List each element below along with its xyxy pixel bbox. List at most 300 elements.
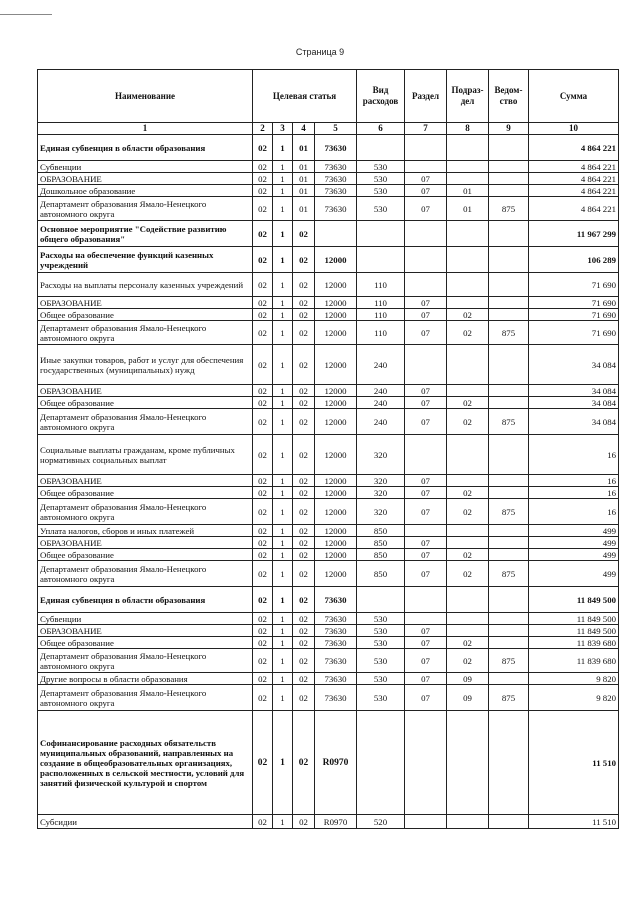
row-name-cell: Общее образование bbox=[38, 549, 253, 561]
row-name-cell: Единая субвенция в области образования bbox=[38, 135, 253, 161]
row-razdel-cell: 07 bbox=[405, 475, 447, 487]
row-event-cell: 02 bbox=[293, 673, 315, 685]
row-name-cell: Департамент образования Ямало-Ненецкого автономного округа bbox=[38, 561, 253, 587]
table-row bbox=[38, 637, 619, 649]
row-subprogram-cell: 1 bbox=[273, 475, 293, 487]
row-vid-cell: 530 bbox=[357, 613, 405, 625]
row-vid-cell: 850 bbox=[357, 549, 405, 561]
row-subprogram-cell: 1 bbox=[273, 247, 293, 273]
row-sum-cell: 71 690 bbox=[529, 309, 619, 321]
row-name-cell: ОБРАЗОВАНИЕ bbox=[38, 625, 253, 637]
row-direction-cell bbox=[315, 221, 357, 247]
row-vedomstvo-cell bbox=[489, 397, 529, 409]
row-event-cell: 01 bbox=[293, 135, 315, 161]
row-sum-cell: 11 849 500 bbox=[529, 587, 619, 613]
row-razdel-cell: 07 bbox=[405, 173, 447, 185]
header-razdel: Раздел bbox=[405, 70, 447, 123]
row-podrazdel-cell bbox=[447, 345, 489, 385]
row-direction-cell: 73630 bbox=[315, 613, 357, 625]
row-name-cell: Общее образование bbox=[38, 637, 253, 649]
row-vedomstvo-cell bbox=[489, 549, 529, 561]
row-vedomstvo-cell bbox=[489, 185, 529, 197]
row-name-cell: Департамент образования Ямало-Ненецкого автономного округа bbox=[38, 321, 253, 345]
row-vedomstvo-cell bbox=[489, 525, 529, 537]
row-subprogram-cell: 1 bbox=[273, 815, 293, 829]
table-row bbox=[38, 475, 619, 487]
row-subprogram-cell: 1 bbox=[273, 221, 293, 247]
row-sum-cell: 4 864 221 bbox=[529, 135, 619, 161]
row-vedomstvo-cell bbox=[489, 815, 529, 829]
row-podrazdel-cell bbox=[447, 435, 489, 475]
row-name-cell: Общее образование bbox=[38, 309, 253, 321]
table-row bbox=[38, 649, 619, 673]
row-vid-cell: 320 bbox=[357, 475, 405, 487]
column-number: 7 bbox=[405, 123, 447, 135]
row-vedomstvo-cell bbox=[489, 487, 529, 499]
row-vid-cell: 530 bbox=[357, 673, 405, 685]
row-podrazdel-cell: 09 bbox=[447, 673, 489, 685]
row-event-cell: 02 bbox=[293, 435, 315, 475]
row-subprogram-cell: 1 bbox=[273, 673, 293, 685]
row-vedomstvo-cell bbox=[489, 173, 529, 185]
row-vedomstvo-cell bbox=[489, 345, 529, 385]
row-vedomstvo-cell bbox=[489, 161, 529, 173]
row-vedomstvo-cell bbox=[489, 385, 529, 397]
column-number: 1 bbox=[38, 123, 253, 135]
row-subprogram-cell: 1 bbox=[273, 561, 293, 587]
row-direction-cell: 73630 bbox=[315, 625, 357, 637]
row-razdel-cell: 07 bbox=[405, 185, 447, 197]
row-event-cell: 02 bbox=[293, 247, 315, 273]
row-program-cell: 02 bbox=[253, 409, 273, 435]
row-event-cell: 01 bbox=[293, 161, 315, 173]
row-razdel-cell bbox=[405, 273, 447, 297]
table-row bbox=[38, 273, 619, 297]
row-vid-cell: 240 bbox=[357, 397, 405, 409]
row-event-cell: 02 bbox=[293, 321, 315, 345]
row-podrazdel-cell: 09 bbox=[447, 685, 489, 711]
row-name-cell: Софинансирование расходных обязательств муниципальных образований, направленных на создание в общеобразовательных организациях, расположенных в сельской местности, условий для занятий физической культурой и спортом bbox=[38, 711, 253, 815]
row-razdel-cell bbox=[405, 435, 447, 475]
row-podrazdel-cell: 02 bbox=[447, 409, 489, 435]
row-name-cell: Общее образование bbox=[38, 397, 253, 409]
row-event-cell: 02 bbox=[293, 587, 315, 613]
row-direction-cell: 12000 bbox=[315, 487, 357, 499]
row-program-cell: 02 bbox=[253, 499, 273, 525]
header-target: Целевая статья bbox=[253, 70, 357, 123]
row-subprogram-cell: 1 bbox=[273, 587, 293, 613]
row-name-cell: Субвенции bbox=[38, 161, 253, 173]
row-vid-cell: 520 bbox=[357, 815, 405, 829]
row-razdel-cell: 07 bbox=[405, 625, 447, 637]
row-direction-cell: 12000 bbox=[315, 397, 357, 409]
row-direction-cell: 73630 bbox=[315, 161, 357, 173]
row-subprogram-cell: 1 bbox=[273, 625, 293, 637]
row-vedomstvo-cell: 875 bbox=[489, 685, 529, 711]
row-sum-cell: 9 820 bbox=[529, 685, 619, 711]
row-razdel-cell: 07 bbox=[405, 499, 447, 525]
row-event-cell: 02 bbox=[293, 345, 315, 385]
row-event-cell: 02 bbox=[293, 625, 315, 637]
row-podrazdel-cell bbox=[447, 625, 489, 637]
row-event-cell: 02 bbox=[293, 561, 315, 587]
row-subprogram-cell: 1 bbox=[273, 685, 293, 711]
row-program-cell: 02 bbox=[253, 637, 273, 649]
table-row bbox=[38, 549, 619, 561]
row-razdel-cell: 07 bbox=[405, 197, 447, 221]
row-vid-cell: 530 bbox=[357, 197, 405, 221]
row-sum-cell: 11 849 500 bbox=[529, 613, 619, 625]
table-row bbox=[38, 537, 619, 549]
row-direction-cell: 12000 bbox=[315, 525, 357, 537]
row-direction-cell: 12000 bbox=[315, 385, 357, 397]
row-event-cell: 01 bbox=[293, 185, 315, 197]
row-program-cell: 02 bbox=[253, 297, 273, 309]
row-razdel-cell: 07 bbox=[405, 537, 447, 549]
row-subprogram-cell: 1 bbox=[273, 499, 293, 525]
row-podrazdel-cell: 02 bbox=[447, 499, 489, 525]
row-event-cell: 02 bbox=[293, 297, 315, 309]
row-direction-cell: 73630 bbox=[315, 185, 357, 197]
row-vedomstvo-cell bbox=[489, 475, 529, 487]
row-subprogram-cell: 1 bbox=[273, 197, 293, 221]
row-vid-cell bbox=[357, 247, 405, 273]
row-sum-cell: 16 bbox=[529, 487, 619, 499]
row-event-cell: 02 bbox=[293, 397, 315, 409]
budget-table bbox=[37, 69, 619, 829]
row-vid-cell: 320 bbox=[357, 499, 405, 525]
row-vedomstvo-cell bbox=[489, 613, 529, 625]
row-event-cell: 02 bbox=[293, 273, 315, 297]
column-number-row bbox=[38, 123, 619, 135]
table-row bbox=[38, 613, 619, 625]
row-vedomstvo-cell bbox=[489, 711, 529, 815]
row-direction-cell: 12000 bbox=[315, 409, 357, 435]
row-name-cell: Уплата налогов, сборов и иных платежей bbox=[38, 525, 253, 537]
row-name-cell: ОБРАЗОВАНИЕ bbox=[38, 297, 253, 309]
row-vedomstvo-cell bbox=[489, 625, 529, 637]
row-event-cell: 01 bbox=[293, 173, 315, 185]
row-event-cell: 02 bbox=[293, 487, 315, 499]
row-podrazdel-cell: 02 bbox=[447, 561, 489, 587]
row-razdel-cell bbox=[405, 247, 447, 273]
row-vid-cell: 530 bbox=[357, 173, 405, 185]
row-razdel-cell: 07 bbox=[405, 637, 447, 649]
row-name-cell: Дошкольное образование bbox=[38, 185, 253, 197]
row-vid-cell bbox=[357, 711, 405, 815]
row-vid-cell: 530 bbox=[357, 185, 405, 197]
table-row bbox=[38, 435, 619, 475]
table-row bbox=[38, 173, 619, 185]
table-row bbox=[38, 221, 619, 247]
column-number: 6 bbox=[357, 123, 405, 135]
column-number: 10 bbox=[529, 123, 619, 135]
row-direction-cell: 12000 bbox=[315, 499, 357, 525]
row-vid-cell bbox=[357, 221, 405, 247]
row-podrazdel-cell bbox=[447, 385, 489, 397]
row-name-cell: Расходы на выплаты персоналу казенных учреждений bbox=[38, 273, 253, 297]
row-razdel-cell bbox=[405, 135, 447, 161]
row-program-cell: 02 bbox=[253, 197, 273, 221]
row-vedomstvo-cell: 875 bbox=[489, 499, 529, 525]
header-name: Наименование bbox=[38, 70, 253, 123]
row-razdel-cell bbox=[405, 815, 447, 829]
row-program-cell: 02 bbox=[253, 273, 273, 297]
row-razdel-cell: 07 bbox=[405, 397, 447, 409]
row-program-cell: 02 bbox=[253, 525, 273, 537]
row-podrazdel-cell: 01 bbox=[447, 185, 489, 197]
column-number: 4 bbox=[293, 123, 315, 135]
row-podrazdel-cell bbox=[447, 525, 489, 537]
column-number: 3 bbox=[273, 123, 293, 135]
row-razdel-cell bbox=[405, 525, 447, 537]
row-direction-cell: 73630 bbox=[315, 197, 357, 221]
row-sum-cell: 9 820 bbox=[529, 673, 619, 685]
row-program-cell: 02 bbox=[253, 549, 273, 561]
row-razdel-cell: 07 bbox=[405, 673, 447, 685]
row-podrazdel-cell bbox=[447, 613, 489, 625]
header-vid: Вид расходов bbox=[357, 70, 405, 123]
column-number: 8 bbox=[447, 123, 489, 135]
row-direction-cell: 73630 bbox=[315, 135, 357, 161]
row-razdel-cell: 07 bbox=[405, 297, 447, 309]
row-direction-cell: 12000 bbox=[315, 247, 357, 273]
table-row bbox=[38, 197, 619, 221]
row-direction-cell: 12000 bbox=[315, 321, 357, 345]
row-vid-cell: 110 bbox=[357, 297, 405, 309]
row-direction-cell: 73630 bbox=[315, 173, 357, 185]
row-vedomstvo-cell: 875 bbox=[489, 321, 529, 345]
row-vedomstvo-cell: 875 bbox=[489, 197, 529, 221]
row-vid-cell: 530 bbox=[357, 649, 405, 673]
row-vid-cell: 110 bbox=[357, 321, 405, 345]
row-program-cell: 02 bbox=[253, 309, 273, 321]
row-subprogram-cell: 1 bbox=[273, 525, 293, 537]
row-sum-cell: 71 690 bbox=[529, 321, 619, 345]
table-row bbox=[38, 397, 619, 409]
row-subprogram-cell: 1 bbox=[273, 297, 293, 309]
row-direction-cell: 12000 bbox=[315, 537, 357, 549]
row-subprogram-cell: 1 bbox=[273, 185, 293, 197]
row-name-cell: Департамент образования Ямало-Ненецкого автономного округа bbox=[38, 649, 253, 673]
row-direction-cell: 12000 bbox=[315, 345, 357, 385]
top-rule bbox=[0, 14, 52, 15]
table-row bbox=[38, 135, 619, 161]
row-razdel-cell: 07 bbox=[405, 561, 447, 587]
row-direction-cell: 73630 bbox=[315, 587, 357, 613]
row-sum-cell: 11 510 bbox=[529, 711, 619, 815]
row-direction-cell: 73630 bbox=[315, 673, 357, 685]
row-program-cell: 02 bbox=[253, 711, 273, 815]
column-number: 2 bbox=[253, 123, 273, 135]
row-direction-cell: 12000 bbox=[315, 297, 357, 309]
row-event-cell: 02 bbox=[293, 685, 315, 711]
row-subprogram-cell: 1 bbox=[273, 537, 293, 549]
row-podrazdel-cell bbox=[447, 247, 489, 273]
header-vedomstvo: Ведом-ство bbox=[489, 70, 529, 123]
row-event-cell: 02 bbox=[293, 711, 315, 815]
row-program-cell: 02 bbox=[253, 221, 273, 247]
row-subprogram-cell: 1 bbox=[273, 435, 293, 475]
row-sum-cell: 11 839 680 bbox=[529, 637, 619, 649]
table-row bbox=[38, 185, 619, 197]
row-name-cell: Основное мероприятие "Содействие развитию общего образования" bbox=[38, 221, 253, 247]
row-vid-cell: 530 bbox=[357, 625, 405, 637]
row-subprogram-cell: 1 bbox=[273, 549, 293, 561]
row-razdel-cell bbox=[405, 221, 447, 247]
table-row bbox=[38, 499, 619, 525]
row-subprogram-cell: 1 bbox=[273, 409, 293, 435]
row-name-cell: Субвенции bbox=[38, 613, 253, 625]
row-vid-cell: 850 bbox=[357, 537, 405, 549]
row-subprogram-cell: 1 bbox=[273, 273, 293, 297]
row-vedomstvo-cell bbox=[489, 309, 529, 321]
row-vid-cell: 240 bbox=[357, 345, 405, 385]
row-sum-cell: 499 bbox=[529, 549, 619, 561]
row-sum-cell: 16 bbox=[529, 499, 619, 525]
row-program-cell: 02 bbox=[253, 475, 273, 487]
table-row bbox=[38, 385, 619, 397]
row-program-cell: 02 bbox=[253, 815, 273, 829]
row-event-cell: 02 bbox=[293, 309, 315, 321]
row-vid-cell: 530 bbox=[357, 685, 405, 711]
row-razdel-cell bbox=[405, 161, 447, 173]
row-event-cell: 02 bbox=[293, 499, 315, 525]
row-name-cell: Социальные выплаты гражданам, кроме публичных нормативных социальных выплат bbox=[38, 435, 253, 475]
row-sum-cell: 11 849 500 bbox=[529, 625, 619, 637]
row-sum-cell: 11 510 bbox=[529, 815, 619, 829]
row-razdel-cell: 07 bbox=[405, 385, 447, 397]
row-podrazdel-cell bbox=[447, 475, 489, 487]
row-vid-cell: 530 bbox=[357, 161, 405, 173]
row-sum-cell: 4 864 221 bbox=[529, 185, 619, 197]
row-event-cell: 02 bbox=[293, 221, 315, 247]
row-direction-cell: 12000 bbox=[315, 309, 357, 321]
row-subprogram-cell: 1 bbox=[273, 487, 293, 499]
row-vedomstvo-cell bbox=[489, 435, 529, 475]
table-row bbox=[38, 409, 619, 435]
row-subprogram-cell: 1 bbox=[273, 309, 293, 321]
row-name-cell: Департамент образования Ямало-Ненецкого автономного округа bbox=[38, 499, 253, 525]
table-row bbox=[38, 309, 619, 321]
row-program-cell: 02 bbox=[253, 613, 273, 625]
row-subprogram-cell: 1 bbox=[273, 397, 293, 409]
row-vedomstvo-cell bbox=[489, 637, 529, 649]
row-podrazdel-cell bbox=[447, 537, 489, 549]
row-vedomstvo-cell: 875 bbox=[489, 409, 529, 435]
row-razdel-cell: 07 bbox=[405, 549, 447, 561]
table-row bbox=[38, 247, 619, 273]
row-razdel-cell: 07 bbox=[405, 649, 447, 673]
row-direction-cell: R0970 bbox=[315, 815, 357, 829]
row-name-cell: Департамент образования Ямало-Ненецкого автономного округа bbox=[38, 197, 253, 221]
row-podrazdel-cell bbox=[447, 221, 489, 247]
row-vedomstvo-cell: 875 bbox=[489, 649, 529, 673]
table-row bbox=[38, 345, 619, 385]
row-vedomstvo-cell: 875 bbox=[489, 561, 529, 587]
row-name-cell: Субсидии bbox=[38, 815, 253, 829]
row-event-cell: 02 bbox=[293, 815, 315, 829]
row-program-cell: 02 bbox=[253, 385, 273, 397]
row-event-cell: 02 bbox=[293, 549, 315, 561]
row-vedomstvo-cell bbox=[489, 221, 529, 247]
row-subprogram-cell: 1 bbox=[273, 385, 293, 397]
row-vedomstvo-cell bbox=[489, 247, 529, 273]
table-row bbox=[38, 673, 619, 685]
row-podrazdel-cell: 02 bbox=[447, 309, 489, 321]
row-podrazdel-cell: 01 bbox=[447, 197, 489, 221]
row-podrazdel-cell: 02 bbox=[447, 321, 489, 345]
row-program-cell: 02 bbox=[253, 247, 273, 273]
row-podrazdel-cell: 02 bbox=[447, 397, 489, 409]
column-number: 9 bbox=[489, 123, 529, 135]
row-name-cell: Единая субвенция в области образования bbox=[38, 587, 253, 613]
row-vedomstvo-cell bbox=[489, 135, 529, 161]
row-name-cell: Департамент образования Ямало-Ненецкого автономного округа bbox=[38, 685, 253, 711]
row-program-cell: 02 bbox=[253, 673, 273, 685]
row-vid-cell: 850 bbox=[357, 525, 405, 537]
row-razdel-cell: 07 bbox=[405, 309, 447, 321]
row-name-cell: Другие вопросы в области образования bbox=[38, 673, 253, 685]
table-row bbox=[38, 587, 619, 613]
row-program-cell: 02 bbox=[253, 135, 273, 161]
row-razdel-cell: 07 bbox=[405, 685, 447, 711]
row-event-cell: 02 bbox=[293, 385, 315, 397]
row-subprogram-cell: 1 bbox=[273, 173, 293, 185]
row-sum-cell: 499 bbox=[529, 525, 619, 537]
row-direction-cell: 12000 bbox=[315, 475, 357, 487]
row-vid-cell: 240 bbox=[357, 385, 405, 397]
table-row bbox=[38, 685, 619, 711]
row-program-cell: 02 bbox=[253, 345, 273, 385]
row-vid-cell: 320 bbox=[357, 487, 405, 499]
row-razdel-cell bbox=[405, 345, 447, 385]
row-sum-cell: 34 084 bbox=[529, 385, 619, 397]
table-row bbox=[38, 487, 619, 499]
row-razdel-cell bbox=[405, 711, 447, 815]
row-event-cell: 02 bbox=[293, 409, 315, 435]
row-subprogram-cell: 1 bbox=[273, 135, 293, 161]
row-direction-cell: 73630 bbox=[315, 685, 357, 711]
table-row bbox=[38, 815, 619, 829]
row-podrazdel-cell bbox=[447, 161, 489, 173]
table-row bbox=[38, 561, 619, 587]
row-name-cell: ОБРАЗОВАНИЕ bbox=[38, 173, 253, 185]
row-vid-cell bbox=[357, 135, 405, 161]
row-vid-cell: 850 bbox=[357, 561, 405, 587]
row-vid-cell: 240 bbox=[357, 409, 405, 435]
row-podrazdel-cell bbox=[447, 173, 489, 185]
row-podrazdel-cell: 02 bbox=[447, 637, 489, 649]
row-program-cell: 02 bbox=[253, 587, 273, 613]
row-name-cell: ОБРАЗОВАНИЕ bbox=[38, 537, 253, 549]
row-podrazdel-cell bbox=[447, 587, 489, 613]
row-subprogram-cell: 1 bbox=[273, 613, 293, 625]
row-subprogram-cell: 1 bbox=[273, 711, 293, 815]
row-event-cell: 02 bbox=[293, 637, 315, 649]
row-direction-cell: R0970 bbox=[315, 711, 357, 815]
row-name-cell: ОБРАЗОВАНИЕ bbox=[38, 385, 253, 397]
row-direction-cell: 73630 bbox=[315, 637, 357, 649]
row-sum-cell: 16 bbox=[529, 475, 619, 487]
row-sum-cell: 11 967 299 bbox=[529, 221, 619, 247]
row-name-cell: Расходы на обеспечение функций казенных учреждений bbox=[38, 247, 253, 273]
row-sum-cell: 4 864 221 bbox=[529, 173, 619, 185]
row-vid-cell: 110 bbox=[357, 309, 405, 321]
row-razdel-cell bbox=[405, 587, 447, 613]
row-razdel-cell: 07 bbox=[405, 409, 447, 435]
row-direction-cell: 12000 bbox=[315, 561, 357, 587]
